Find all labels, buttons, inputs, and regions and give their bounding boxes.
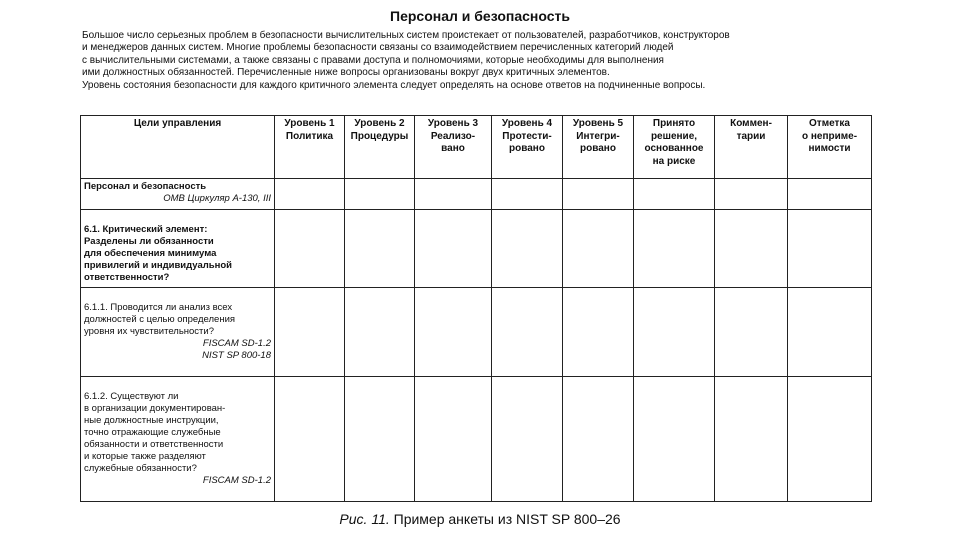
level-5-cell[interactable] — [563, 377, 634, 502]
table-row — [81, 179, 872, 210]
row-heading-text: 6.1. Критический элемент: Разделены ли обязанности для обеспечения минимума привилегий и индивидуальной ответственности? — [84, 224, 232, 283]
col-header-level-2: Уровень 2 Процедуры — [345, 116, 415, 179]
intro-line: Уровень состояния безопасности для каждого критичного элемента следует определять на основе ответов на подчиненные вопросы. — [82, 79, 706, 91]
intro-line: с вычислительными системами, а также связаны с правами доступа и полномочиями, которые необходимы для выполнения — [82, 54, 664, 66]
col-header-comments: Коммен- тарии — [715, 116, 788, 179]
intro-line: Большое число серьезных проблем в безопасности вычислительных систем проистекает от пользователей, разработчиков, конструкторов — [82, 30, 730, 41]
questionnaire-table — [80, 115, 872, 502]
row-heading — [81, 377, 275, 502]
row-reference: FISCAM SD-1.2 — [202, 475, 271, 486]
risk-decision-cell[interactable] — [634, 179, 715, 210]
row-heading — [81, 210, 275, 288]
intro-line: ими должностных обязанностей. Перечисленные ниже вопросы организованы вокруг двух критичных элементов. — [82, 67, 610, 79]
col-header-risk-decision: Принято решение, основанное на риске — [634, 116, 715, 179]
intro-paragraph — [82, 30, 882, 92]
col-header-level-3: Уровень 3 Реализо- вано — [415, 116, 492, 179]
comments-cell[interactable] — [715, 210, 788, 288]
row-heading-text: Персонал и безопасность — [84, 181, 207, 192]
comments-cell[interactable] — [715, 288, 788, 377]
caption-prefix: Рис. 11. — [339, 511, 390, 527]
row-heading — [81, 288, 275, 377]
comments-cell[interactable] — [715, 179, 788, 210]
not-applicable-cell[interactable] — [788, 288, 872, 377]
level-1-cell[interactable] — [275, 377, 345, 502]
level-1-cell[interactable] — [275, 210, 345, 288]
risk-decision-cell[interactable] — [634, 288, 715, 377]
not-applicable-cell[interactable] — [788, 179, 872, 210]
page-title: Персонал и безопасность — [390, 8, 570, 24]
table-row — [81, 377, 872, 502]
level-3-cell[interactable] — [415, 377, 492, 502]
level-3-cell[interactable] — [415, 288, 492, 377]
figure-caption — [0, 511, 960, 527]
level-5-cell[interactable] — [563, 210, 634, 288]
level-4-cell[interactable] — [492, 377, 563, 502]
level-3-cell[interactable] — [415, 179, 492, 210]
level-4-cell[interactable] — [492, 210, 563, 288]
col-header-not-applicable: Отметка о неприме- нимости — [788, 116, 872, 179]
col-header-level-1: Уровень 1 Политика — [275, 116, 345, 179]
table-row — [81, 210, 872, 288]
row-heading — [81, 179, 275, 210]
table-row — [81, 288, 872, 377]
row-heading-text: 6.1.2. Существуют ли в организации документирован- ные должностные инструкции, точно отражающие служебные обязанности и ответственности и которые также разделяют служебные обязанности? — [84, 391, 226, 474]
risk-decision-cell[interactable] — [634, 377, 715, 502]
col-header-control-objectives: Цели управления — [81, 116, 275, 179]
row-reference: FISCAM SD-1.2 NIST SP 800-18 — [202, 338, 271, 361]
header-row — [81, 116, 872, 179]
not-applicable-cell[interactable] — [788, 210, 872, 288]
intro-line: и менеджеров данных систем. Многие проблемы безопасности связаны со взаимодействием перечисленных категорий людей — [82, 42, 674, 54]
level-2-cell[interactable] — [345, 210, 415, 288]
col-header-level-4: Уровень 4 Протести- ровано — [492, 116, 563, 179]
row-heading-text: 6.1.1. Проводится ли анализ всех должностей с целью определения уровня их чувствительности? — [84, 302, 236, 337]
col-header-level-5: Уровень 5 Интегри- ровано — [563, 116, 634, 179]
level-2-cell[interactable] — [345, 179, 415, 210]
level-1-cell[interactable] — [275, 288, 345, 377]
row-reference: OMB Циркуляр А-130, III — [163, 193, 271, 204]
level-2-cell[interactable] — [345, 288, 415, 377]
level-2-cell[interactable] — [345, 377, 415, 502]
level-5-cell[interactable] — [563, 179, 634, 210]
level-1-cell[interactable] — [275, 179, 345, 210]
caption-text: Пример анкеты из NIST SP 800–26 — [389, 511, 621, 527]
not-applicable-cell[interactable] — [788, 377, 872, 502]
level-4-cell[interactable] — [492, 179, 563, 210]
comments-cell[interactable] — [715, 377, 788, 502]
level-5-cell[interactable] — [563, 288, 634, 377]
level-4-cell[interactable] — [492, 288, 563, 377]
risk-decision-cell[interactable] — [634, 210, 715, 288]
level-3-cell[interactable] — [415, 210, 492, 288]
